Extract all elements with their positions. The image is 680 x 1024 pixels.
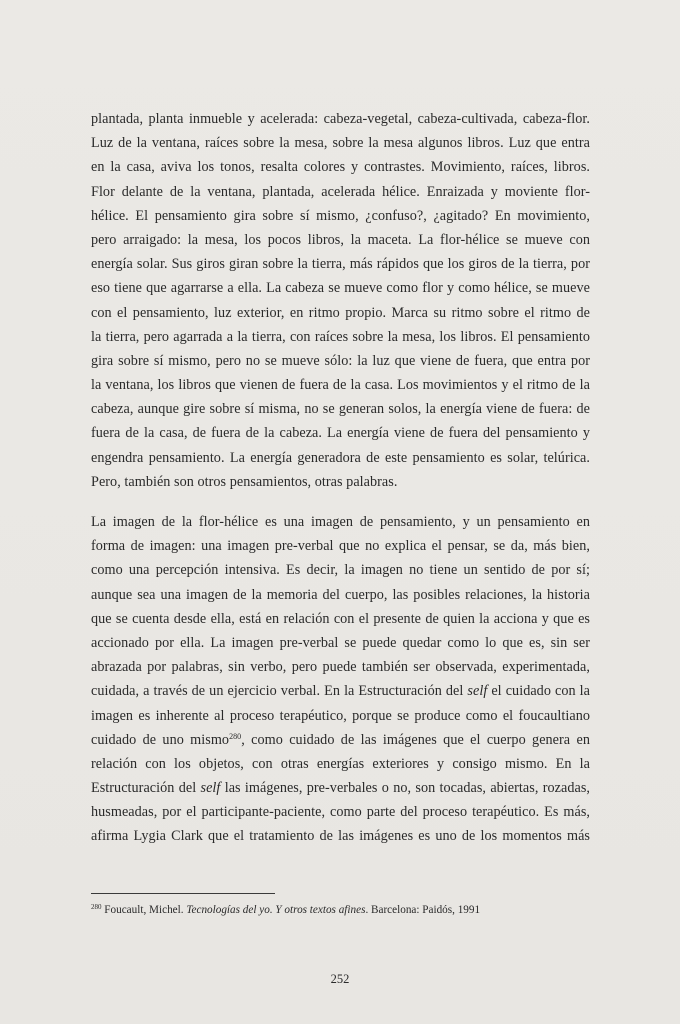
footnote-author: Foucault, Michel. bbox=[101, 904, 187, 916]
text-segment: el cuidado con la bbox=[487, 683, 590, 700]
text-line: cabeza, aunque gire sobre sí misma, no se generan solos, la energía viene de fuera: de bbox=[91, 401, 590, 418]
text-line: como una percepción intensiva. Es decir, la imagen no tiene un sentido de por sí; bbox=[91, 562, 590, 579]
text-line: hélice. El pensamiento gira sobre sí mismo, ¿confuso?, ¿agitado? En movimiento, bbox=[91, 207, 590, 224]
text-line: La imagen de la flor-hélice es una imagen de pensamiento, y un pensamiento en bbox=[91, 514, 590, 530]
text-line: husmeadas, por el participante-paciente, como parte del proceso terapéutico. Es más, bbox=[91, 804, 590, 821]
text-line: forma de imagen: una imagen pre-verbal que no explica el pensar, se da, más bien, bbox=[91, 538, 590, 555]
text-line: Flor delante de la ventana, plantada, acelerada hélice. Enraizada y moviente flor- bbox=[91, 183, 590, 200]
text-segment: , como cuidado de las imágenes que el cuerpo genera en bbox=[241, 731, 590, 748]
text-line: accionado por ella. La imagen pre-verbal se puede quedar como lo que es, sin ser bbox=[91, 634, 590, 651]
text-line: aunque sea una imagen de la memoria del cuerpo, las posibles relaciones, la historia bbox=[91, 586, 590, 603]
text-line: con el pensamiento, luz exterior, en ritmo propio. Marca su ritmo sobre el ritmo de bbox=[91, 304, 590, 321]
text-line: plantada, planta inmueble y acelerada: cabeza-vegetal, cabeza-cultivada, cabeza-flor. bbox=[91, 111, 590, 127]
text-line: Pero, también son otros pensamientos, otras palabras. bbox=[91, 473, 398, 490]
text-line: la tierra, pero agarrada a la tierra, con raíces sobre la mesa, los libros. El pensamiento bbox=[91, 328, 590, 345]
paragraph-2 bbox=[91, 510, 590, 849]
text-line: en la casa, aviva los tonos, resalta colores y contrastes. Movimiento, raíces, libros. bbox=[91, 159, 590, 176]
text-line: energía solar. Sus giros giran sobre la tierra, más rápidos que los giros de la tierra, por bbox=[91, 256, 590, 273]
text-line bbox=[91, 776, 590, 800]
italic-word: self bbox=[200, 780, 221, 797]
text-line: pero arraigado: la mesa, los pocos libros, la maceta. La flor-hélice se mueve con bbox=[91, 231, 590, 248]
footnote-title: Tecnologías del yo. Y otros textos afines bbox=[186, 904, 366, 916]
footnote bbox=[91, 902, 590, 918]
text-line: engendra pensamiento. La energía generadora de este pensamiento es solar, telúrica. bbox=[91, 449, 590, 466]
paragraph-1 bbox=[91, 107, 590, 494]
text-line bbox=[91, 679, 590, 703]
text-line: afirma Lygia Clark que el tratamiento de las imágenes es uno de los momentos más bbox=[91, 828, 590, 845]
page-number: 252 bbox=[330, 972, 350, 986]
text-line: relación con los objetos, con otras energías exteriores y consigo mismo. En la bbox=[91, 755, 590, 772]
text-line: la ventana, los libros que vienen de fuera de la casa. Los movimientos y el ritmo de la bbox=[91, 377, 590, 394]
text-segment: las imágenes, pre-verbales o no, son tocadas, abiertas, rozadas, bbox=[220, 780, 590, 797]
footnote-publication: . Barcelona: Paidós, 1991 bbox=[365, 904, 481, 916]
text-segment: Estructuración del bbox=[91, 780, 201, 797]
footnote-divider bbox=[91, 893, 275, 894]
text-line: eso tiene que agarrarse a ella. La cabeza se mueve como flor y como hélice, se mueve bbox=[91, 280, 590, 297]
text-line: fuera de la casa, de fuera de la cabeza. La energía viene de fuera del pensamiento y bbox=[91, 425, 590, 442]
text-line: Luz de la ventana, raíces sobre la mesa, sobre la mesa algunos libros. Luz que entra bbox=[91, 135, 590, 152]
text-segment: cuidado de uno mismo bbox=[91, 731, 230, 748]
text-line: gira sobre sí mismo, pero no se mueve sólo: la luz que viene de fuera, que entra por bbox=[91, 352, 590, 369]
text-segment: cuidada, a través de un ejercicio verbal. En la Estructuración del bbox=[91, 683, 468, 700]
text-line bbox=[91, 728, 590, 752]
footnote-number: 280 bbox=[91, 903, 102, 911]
text-line: que se cuenta desde ella, está en relación con el presente de quien la acciona y que es bbox=[91, 610, 590, 627]
text-line: abrazada por palabras, sin verbo, pero puede también ser observada, experimentada, bbox=[91, 659, 590, 676]
text-line: imagen es inherente al proceso terapéutico, porque se produce como el foucaultiano bbox=[91, 707, 590, 724]
footnote-reference: 280 bbox=[229, 731, 242, 741]
italic-word: self bbox=[467, 683, 488, 700]
